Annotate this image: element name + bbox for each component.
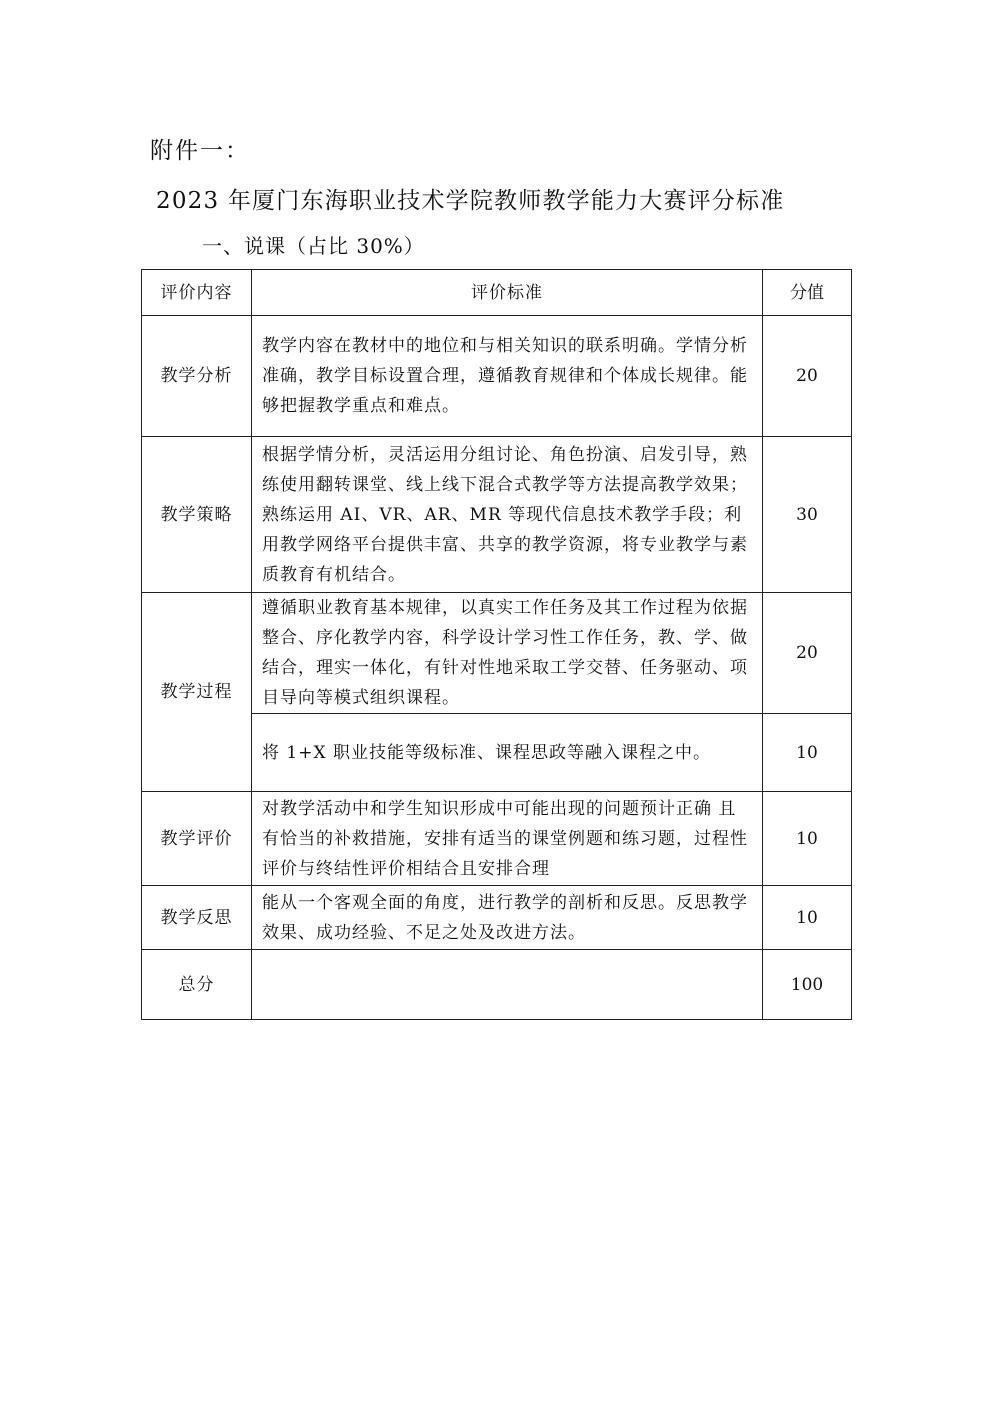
row-criteria: 教学内容在教材中的地位和与相关知识的联系明确。学情分析准确，教学目标设置合理，遵循教育规律和个体成长规律。能够把握教学重点和难点。 [252, 316, 763, 437]
row-score: 10 [763, 886, 852, 950]
table-total-row [142, 950, 852, 1020]
row-criteria: 对教学活动中和学生知识形成中可能出现的问题预计正确 且有恰当的补救措施，安排有适当的课堂例题和练习题，过程性评价与终结性评价相结合且安排合理 [252, 792, 763, 886]
scoring-table [141, 269, 852, 1020]
page-title: 2023 年厦门东海职业技术学院教师教学能力大赛评分标准 [156, 188, 785, 214]
table-row [142, 593, 852, 714]
row-content: 教学策略 [142, 437, 252, 593]
total-criteria [252, 950, 763, 1020]
table-row [142, 316, 852, 437]
attachment-label: 附件一： [150, 138, 250, 164]
header-criteria: 评价标准 [252, 270, 763, 316]
table-header-row [142, 270, 852, 316]
row-score: 30 [763, 437, 852, 593]
row-criteria: 能从一个客观全面的角度，进行教学的剖析和反思。反思教学效果、成功经验、不足之处及改进方法。 [252, 886, 763, 950]
row-content: 教学反思 [142, 886, 252, 950]
row-score: 10 [763, 792, 852, 886]
total-label: 总分 [142, 950, 252, 1020]
header-content: 评价内容 [142, 270, 252, 316]
row-score: 10 [763, 714, 852, 792]
row-criteria: 将 1+X 职业技能等级标准、课程思政等融入课程之中。 [252, 714, 763, 792]
row-criteria: 遵循职业教育基本规律，以真实工作任务及其工作过程为依据整合、序化教学内容，科学设计学习性工作任务，教、学、做结合，理实一体化，有针对性地采取工学交替、任务驱动、项目导向等模式组织课程。 [252, 593, 763, 714]
header-score: 分值 [763, 270, 852, 316]
row-score: 20 [763, 316, 852, 437]
table-row [142, 886, 852, 950]
table-row [142, 792, 852, 886]
row-content: 教学过程 [142, 593, 252, 792]
row-content: 教学评价 [142, 792, 252, 886]
row-content: 教学分析 [142, 316, 252, 437]
row-criteria: 根据学情分析，灵活运用分组讨论、角色扮演、启发引导，熟练使用翻转课堂、线上线下混合式教学等方法提高教学效果；熟练运用 AI、VR、AR、MR 等现代信息技术教学手段；利用教学网络平台提供丰富、共享的教学资源，将专业教学与素质教育有机结合。 [252, 437, 763, 593]
section-heading: 一、说课（占比 30%） [202, 234, 425, 258]
table-row [142, 437, 852, 593]
row-score: 20 [763, 593, 852, 714]
total-score: 100 [763, 950, 852, 1020]
